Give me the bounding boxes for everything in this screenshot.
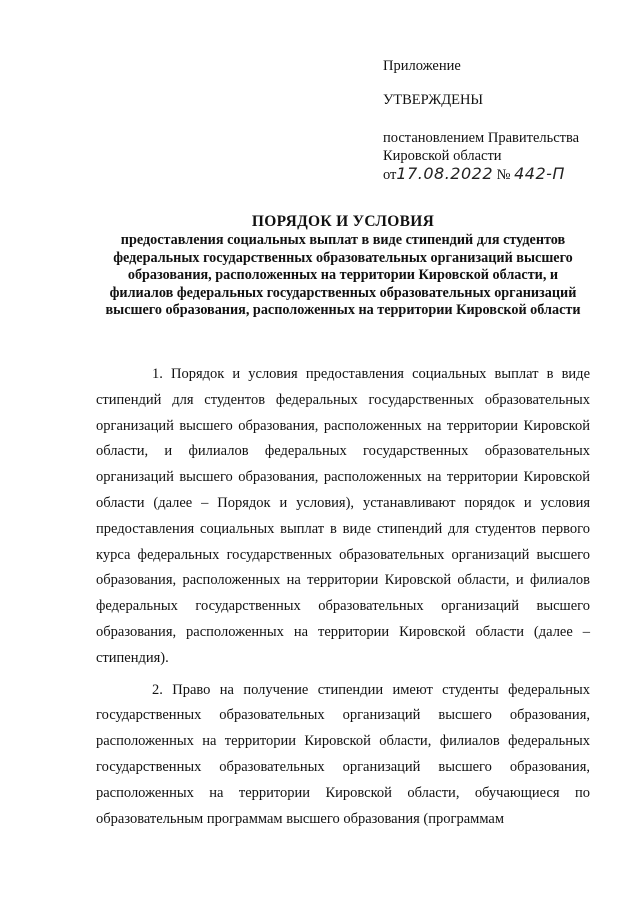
resolution-date-line <box>383 165 623 184</box>
title-subtitle: предоставления социальных выплат в виде стипендий для студентов федеральных государственных образовательных организаций высшего образования, расположенных на территории Кировской области, и филиалов федеральных государственных образовательных организаций высшего образования, расположенных на территории Кировской области <box>105 232 581 319</box>
handwritten-number: 442-П <box>514 164 565 183</box>
document-title <box>96 212 590 320</box>
title-main: ПОРЯДОК И УСЛОВИЯ <box>251 213 435 230</box>
approved-label: УТВЕРЖДЕНЫ <box>383 92 484 108</box>
paragraph-1: 1. Порядок и условия предоставления социальных выплат в виде стипендий для студентов федеральных государственных образовательных организаций высшего образования, расположенных на территории Кировской области, и филиалов федеральных государственных образовательных организаций высшего образования, расположенных на территории Кировской области (далее – Порядок и условия), устанавливают порядок и условия предоставления социальных выплат в виде стипендий для студентов первого курса федеральных государственных образовательных организаций высшего образования, расположенных на территории Кировской области, и филиалов федеральных государственных образовательных организаций высшего образования, расположенных на территории Кировской области (далее – стипендия). <box>96 366 590 666</box>
number-prefix: № <box>496 167 511 183</box>
handwritten-date: 17.08.2022 <box>396 164 494 183</box>
approval-block <box>383 57 623 184</box>
date-prefix: от <box>383 167 397 183</box>
document-body <box>96 362 590 838</box>
paragraph-2: 2. Право на получение стипендии имеют студенты федеральных государственных образовательных организаций высшего образования, расположенных на территории Кировской области, филиалов федеральных государственных образовательных организаций высшего образования, расположенных на территории Кировской области, обучающиеся по образовательным программам высшего образования (программам <box>96 681 590 827</box>
resolution-line-2: Кировской области <box>383 148 502 164</box>
appendix-label: Приложение <box>383 58 461 74</box>
resolution-line-1: постановлением Правительства <box>383 130 580 146</box>
